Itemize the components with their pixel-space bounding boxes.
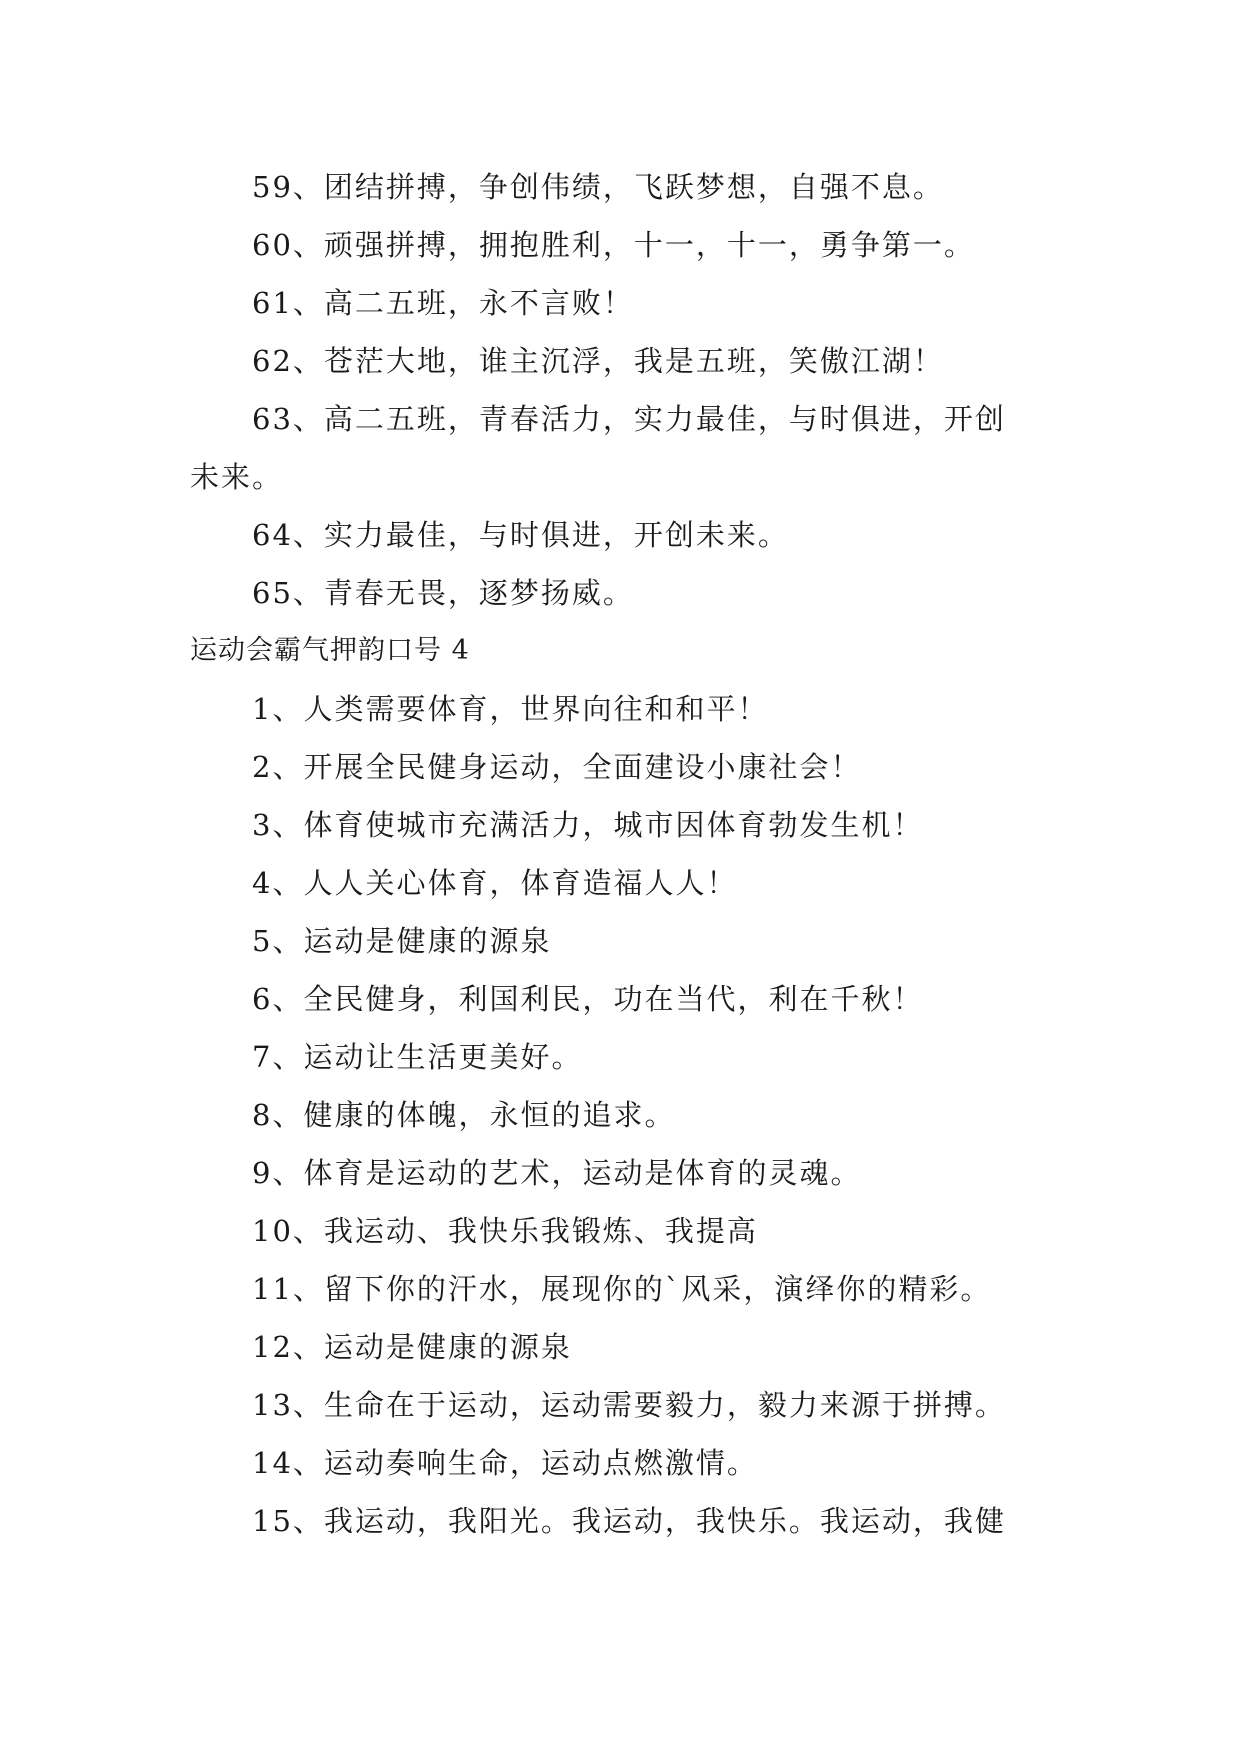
slogan-item: 7、运动让生活更美好。 bbox=[252, 1040, 583, 1074]
document-body bbox=[190, 158, 1050, 1550]
slogan-item: 14、运动奏响生命，运动点燃激情。 bbox=[252, 1446, 758, 1480]
slogan-item: 2、开展全民健身运动，全面建设小康社会！ bbox=[252, 750, 862, 784]
slogan-line-63-continuation: 未来。 bbox=[190, 460, 284, 494]
slogan-item: 6、全民健身，利国利民，功在当代，利在千秋！ bbox=[252, 982, 924, 1016]
slogan-item: 9、体育是运动的艺术，运动是体育的灵魂。 bbox=[252, 1156, 862, 1190]
slogan-item: 10、我运动、我快乐我锻炼、我提高 bbox=[252, 1214, 758, 1248]
slogan-line-59: 59、团结拼搏，争创伟绩，飞跃梦想，自强不息。 bbox=[252, 170, 944, 204]
slogan-item: 13、生命在于运动，运动需要毅力，毅力来源于拼搏。 bbox=[252, 1388, 1006, 1422]
slogan-line-65: 65、青春无畏，逐梦扬威。 bbox=[252, 576, 634, 610]
slogan-item: 15、我运动，我阳光。我运动，我快乐。我运动，我健 bbox=[252, 1504, 1006, 1538]
slogan-line-64: 64、实力最佳，与时俱进，开创未来。 bbox=[252, 518, 789, 552]
slogan-line-60: 60、顽强拼搏，拥抱胜利，十一，十一，勇争第一。 bbox=[252, 228, 975, 262]
section-heading: 运动会霸气押韵口号 4 bbox=[190, 635, 470, 666]
slogan-item: 3、体育使城市充满活力，城市因体育勃发生机！ bbox=[252, 808, 924, 842]
slogan-line-61: 61、高二五班，永不言败！ bbox=[252, 286, 634, 320]
slogan-item: 12、运动是健康的源泉 bbox=[252, 1330, 572, 1364]
slogan-line-63: 63、高二五班，青春活力，实力最佳，与时俱进，开创 bbox=[252, 402, 1006, 436]
slogan-item: 4、人人关心体育，体育造福人人！ bbox=[252, 866, 738, 900]
slogan-item: 1、人类需要体育，世界向往和和平！ bbox=[252, 692, 769, 726]
slogan-item: 5、运动是健康的源泉 bbox=[252, 924, 552, 958]
slogan-item: 8、健康的体魄，永恒的追求。 bbox=[252, 1098, 676, 1132]
slogan-item: 11、留下你的汗水，展现你的`风采，演绎你的精彩。 bbox=[252, 1272, 992, 1306]
slogan-line-62: 62、苍茫大地，谁主沉浮，我是五班，笑傲江湖！ bbox=[252, 344, 944, 378]
